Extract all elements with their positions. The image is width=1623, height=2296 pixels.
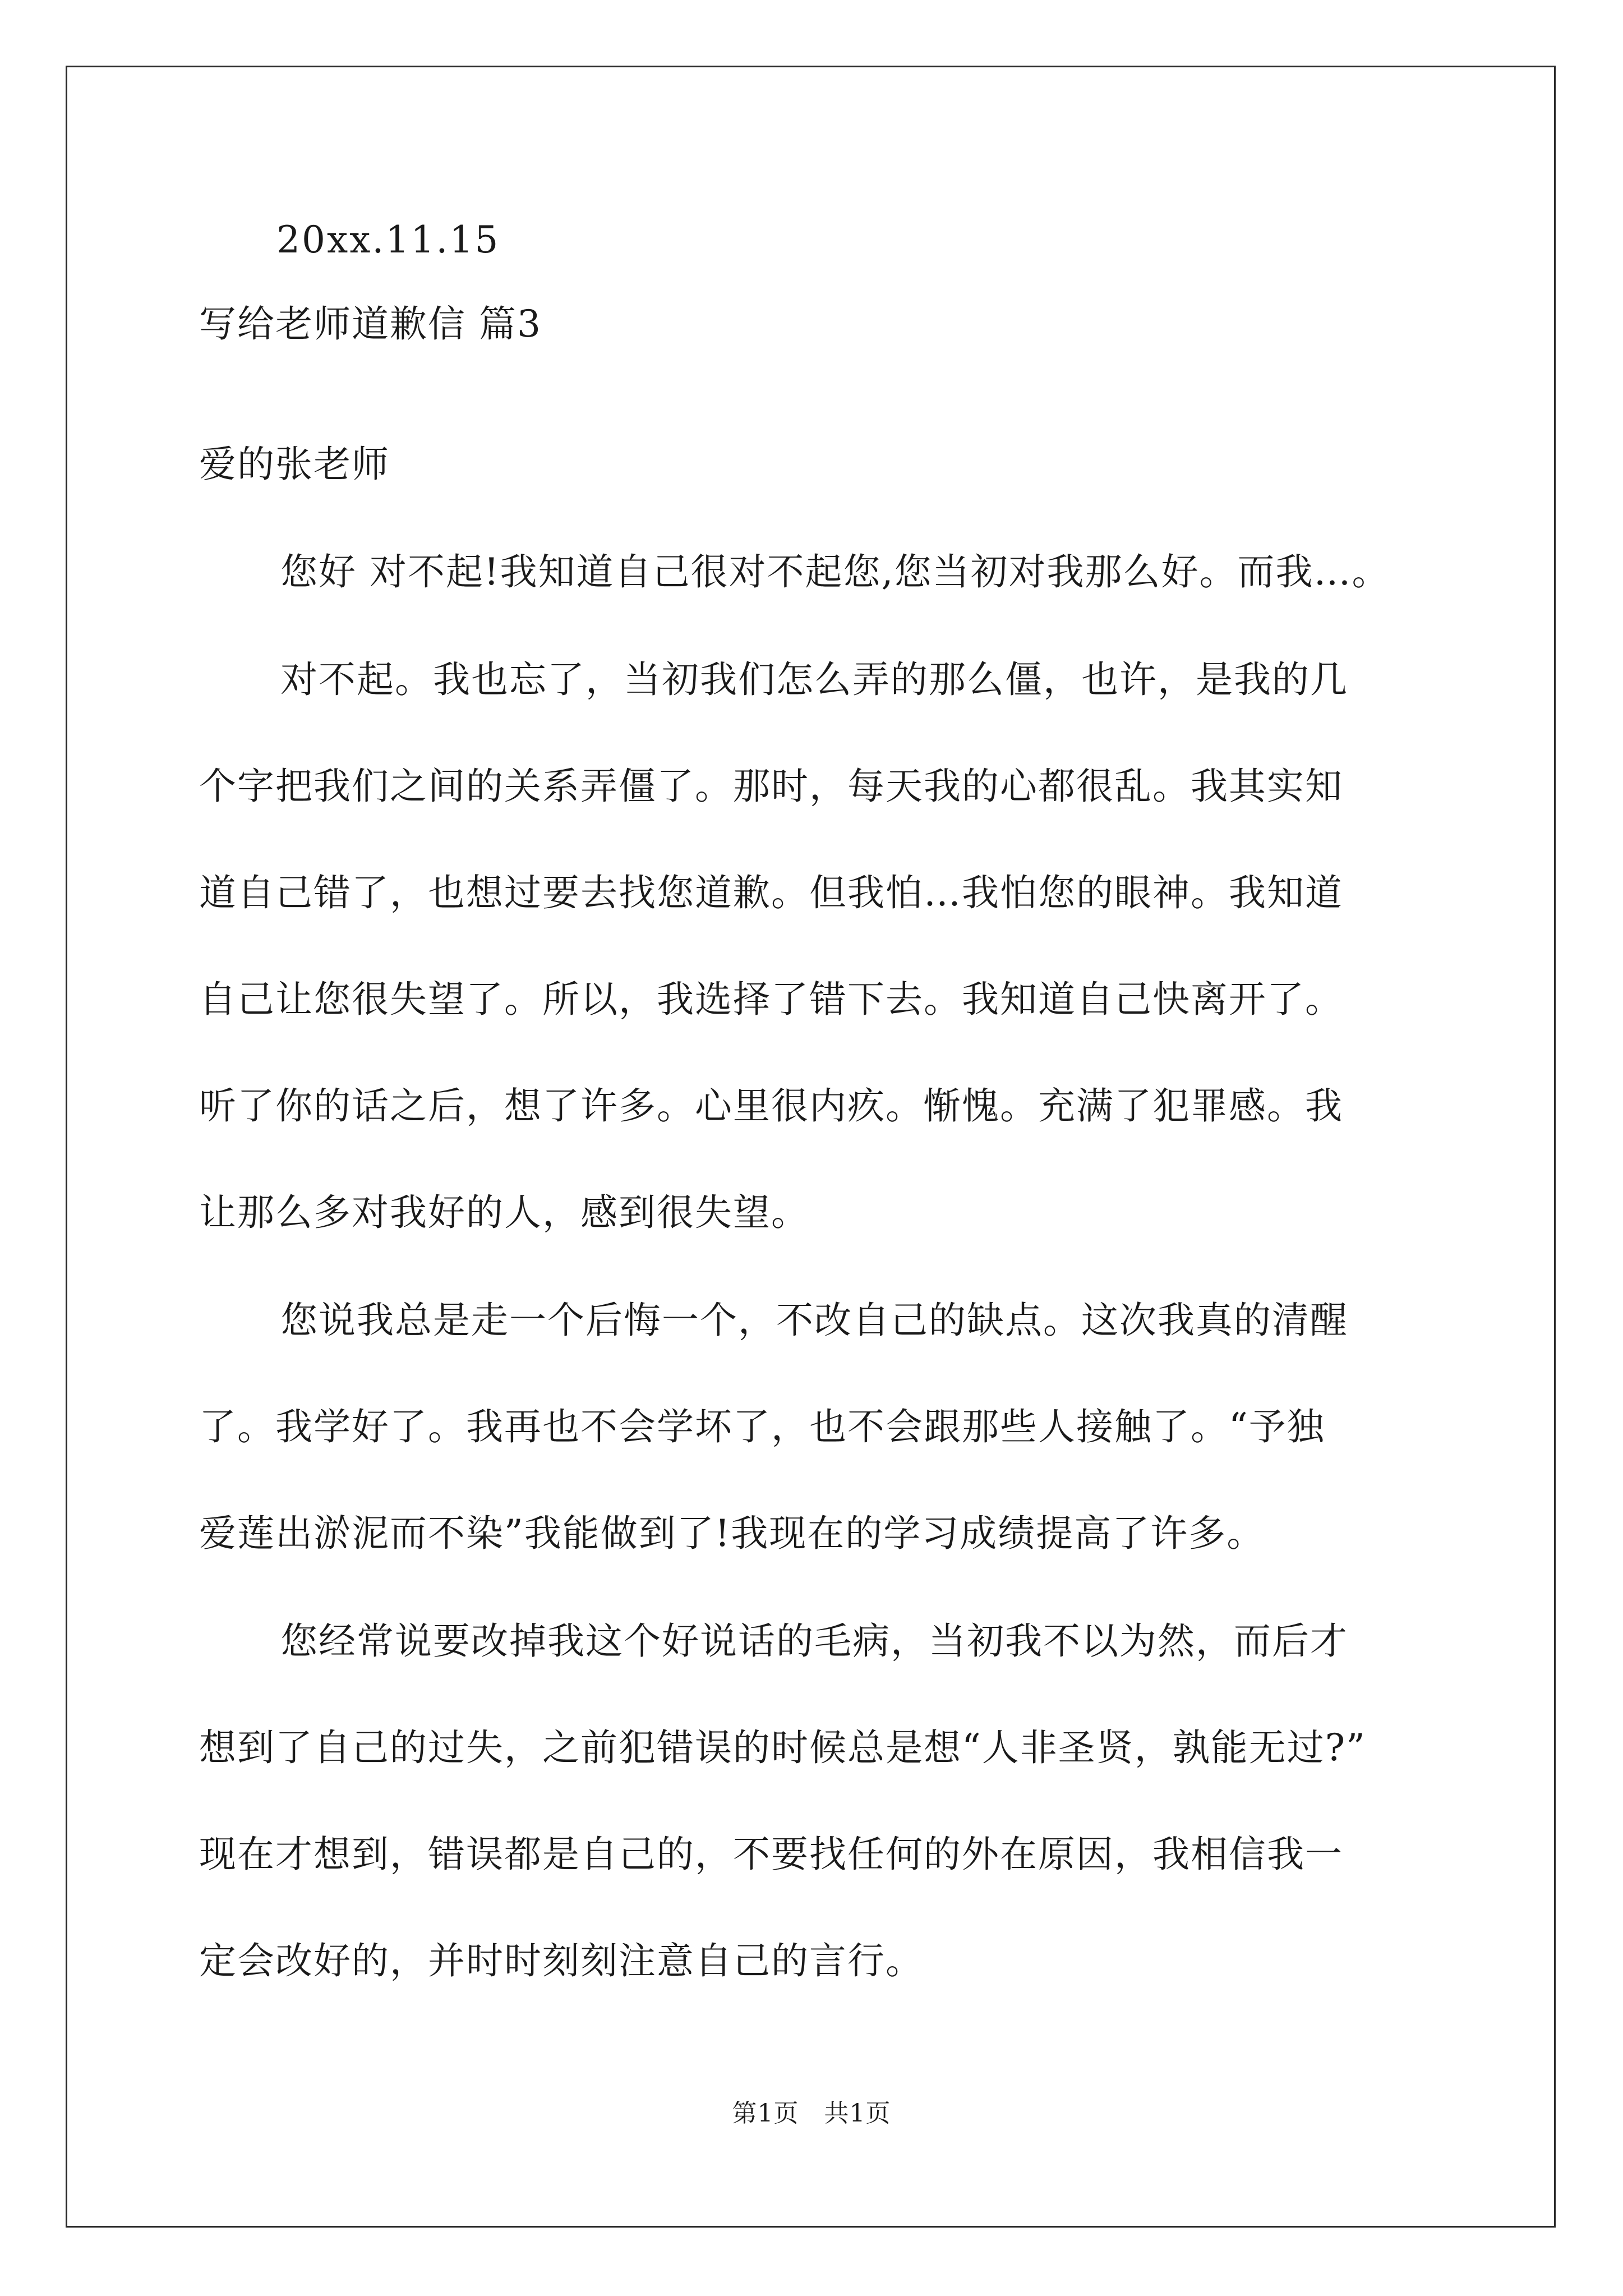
paragraph-line: 想到了自己的过失，之前犯错误的时候总是想“人非圣贤，孰能无过?” [199,1726,1366,1769]
page-footer: 第1页 共1页 [732,2099,891,2128]
paragraph-line: 对不起。我也忘了，当初我们怎么弄的那么僵，也许，是我的几 [280,658,1348,701]
page-border [66,66,1556,2228]
paragraph-line: 道自己错了，也想过要去找您道歉。但我怕…我怕您的眼神。我知道 [199,871,1343,914]
paragraph-line: 爱莲出淤泥而不染”我能做到了!我现在的学习成绩提高了许多。 [199,1512,1265,1555]
paragraph-line: 听了你的话之后，想了许多。心里很内疚。惭愧。充满了犯罪感。我 [199,1084,1343,1128]
letter-heading: 写给老师道歉信 篇3 [199,302,542,346]
paragraph-line: 定会改好的，并时时刻刻注意自己的言行。 [199,1939,924,1982]
letter-date: 20xx.11.15 [276,218,500,261]
letter-salutation: 爱的张老师 [199,443,390,486]
paragraph-line: 您好 对不起!我知道自己很对不起您,您当初对我那么好。而我…。 [280,550,1390,593]
paragraph-line: 让那么多对我好的人，感到很失望。 [199,1191,809,1234]
paragraph-line: 您说我总是走一个后悔一个，不改自己的缺点。这次我真的清醒 [280,1299,1348,1342]
paragraph-line: 自己让您很失望了。所以，我选择了错下去。我知道自己快离开了。 [199,978,1343,1021]
paragraph-line: 个字把我们之间的关系弄僵了。那时，每天我的心都很乱。我其实知 [199,765,1343,808]
paragraph-line: 现在才想到，错误都是自己的，不要找任何的外在原因，我相信我一 [199,1833,1343,1876]
paragraph-line: 您经常说要改掉我这个好说话的毛病，当初我不以为然，而后才 [280,1619,1348,1663]
paragraph-line: 了。我学好了。我再也不会学坏了，也不会跟那些人接触了。“予独 [199,1405,1325,1448]
